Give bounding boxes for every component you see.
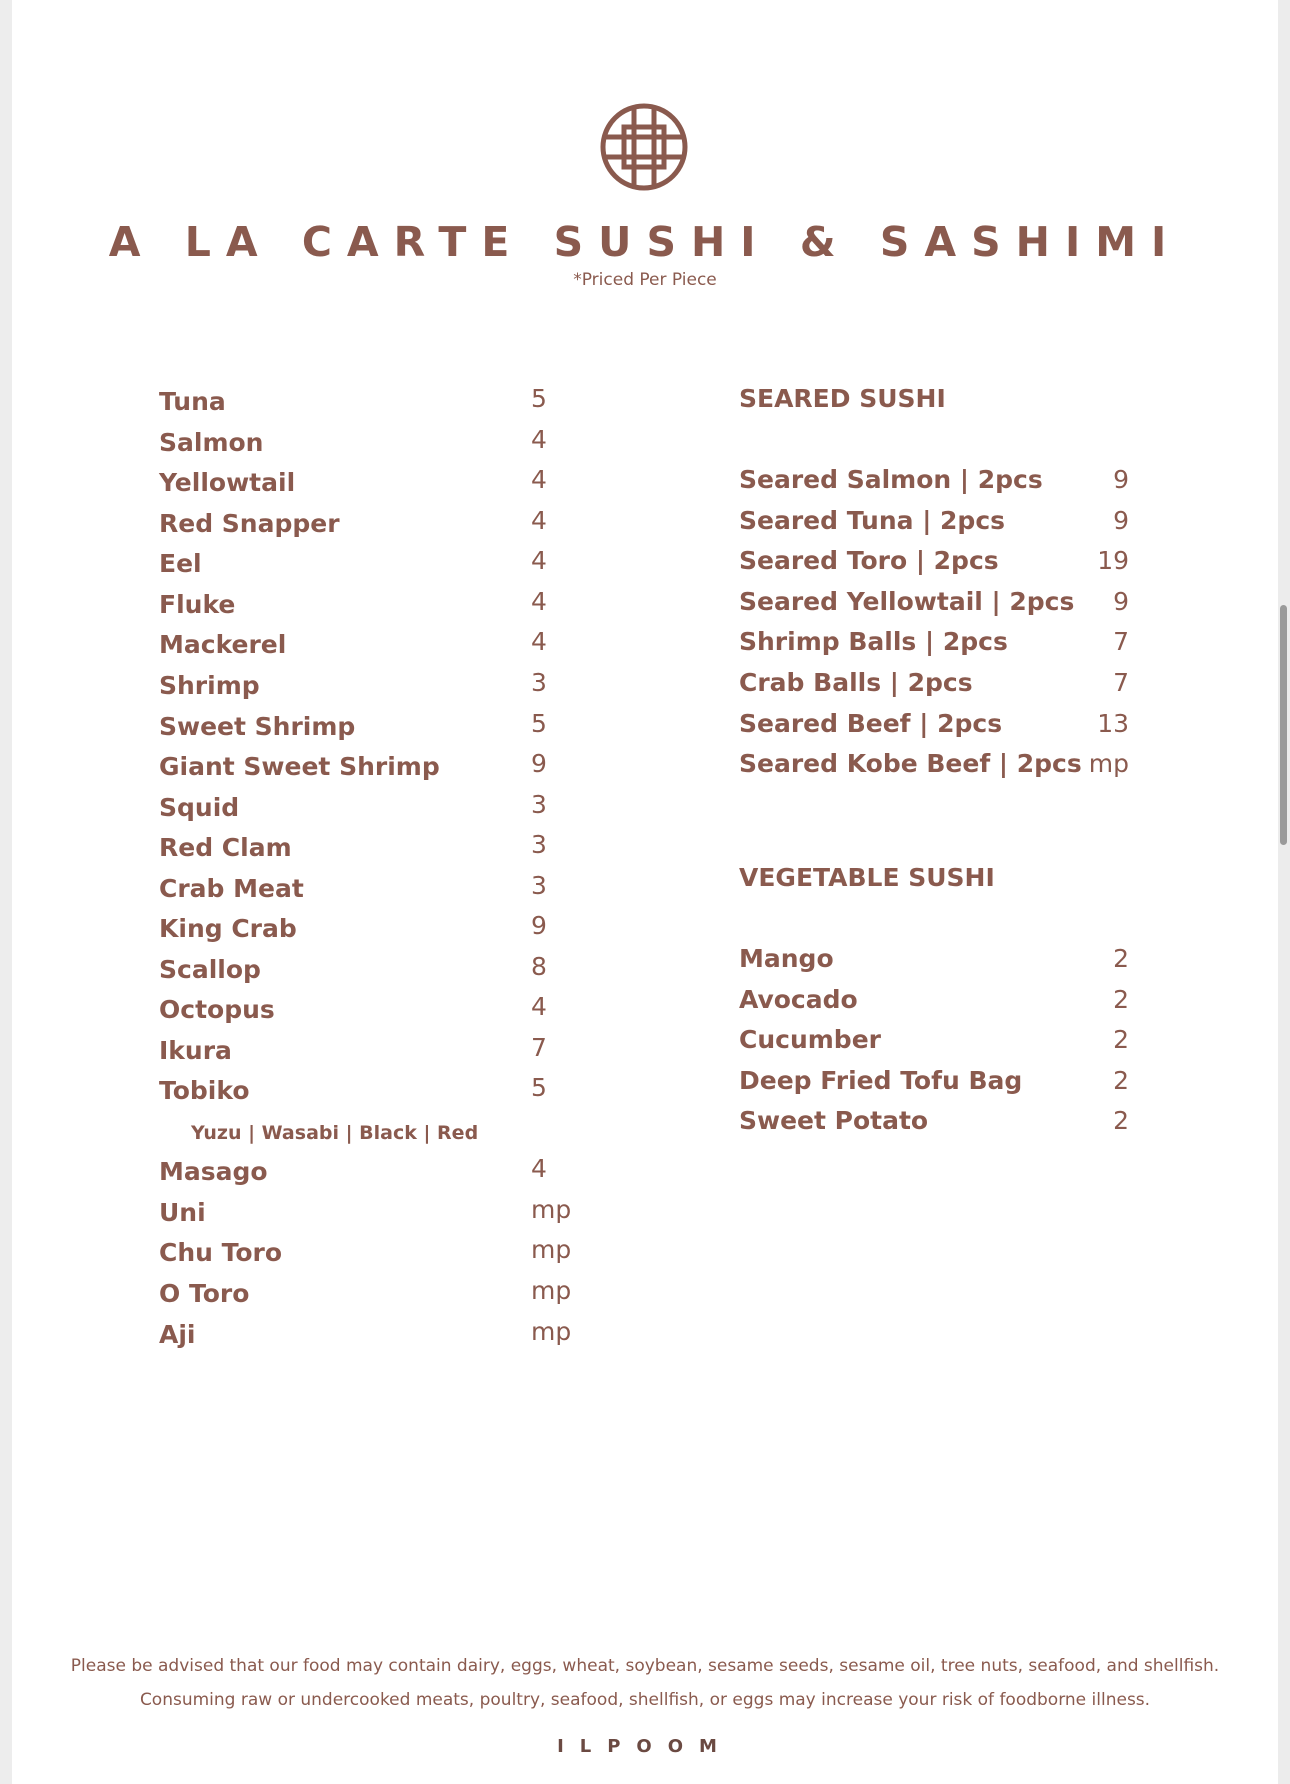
tobiko-flavors-note: Yuzu | Wasabi | Black | Red xyxy=(191,1122,479,1144)
scrollbar-track[interactable] xyxy=(1278,0,1290,1784)
menu-item-name: Yellowtail xyxy=(159,468,296,497)
menu-item-price: 7 xyxy=(1113,627,1129,656)
menu-item-name: Mango xyxy=(739,944,834,973)
menu-item-name: Aji xyxy=(159,1320,196,1349)
brand-name: ILPOOM xyxy=(557,1736,733,1757)
menu-item-name: Tobiko xyxy=(159,1076,250,1105)
menu-item-name: Sweet Shrimp xyxy=(159,712,356,741)
menu-item-price: 2 xyxy=(1113,1106,1129,1135)
menu-item-price: 7 xyxy=(1113,668,1129,697)
menu-item-price: 5 xyxy=(531,1073,547,1102)
menu-item-price: 4 xyxy=(531,465,547,494)
menu-item-name: Ikura xyxy=(159,1036,232,1065)
menu-item-name: Avocado xyxy=(739,985,858,1014)
allergen-disclaimer: Please be advised that our food may contain dairy, eggs, wheat, soybean, sesame seeds, sesame oil, tree nuts, seafood, and shellfish. xyxy=(70,1656,1220,1676)
menu-item-price: 4 xyxy=(531,587,547,616)
menu-item-name: Tuna xyxy=(159,387,226,416)
menu-item-price: 4 xyxy=(531,627,547,656)
page-subtitle: *Priced Per Piece xyxy=(573,270,717,290)
menu-item-price: mp xyxy=(1088,749,1129,778)
menu-item-price: 3 xyxy=(531,830,547,859)
menu-item-price: 19 xyxy=(1097,546,1129,575)
page-title: A LA CARTE SUSHI & SASHIMI xyxy=(108,218,1182,266)
menu-item-name: Chu Toro xyxy=(159,1238,283,1267)
menu-item-name: Fluke xyxy=(159,590,236,619)
menu-item-name: Crab Balls | 2pcs xyxy=(739,668,973,697)
menu-item-name: Uni xyxy=(159,1198,206,1227)
menu-item-price: 4 xyxy=(531,546,547,575)
seared-sushi-heading: SEARED SUSHI xyxy=(739,384,946,413)
menu-item-price: 4 xyxy=(531,425,547,454)
menu-item-name: Shrimp Balls | 2pcs xyxy=(739,627,1008,656)
menu-item-price: 9 xyxy=(531,911,547,940)
menu-item-price: 9 xyxy=(1113,506,1129,535)
scrollbar-thumb[interactable] xyxy=(1280,605,1287,845)
menu-item-name: Salmon xyxy=(159,428,264,457)
menu-item-name: Squid xyxy=(159,793,240,822)
menu-item-name: Cucumber xyxy=(739,1025,881,1054)
menu-item-name: Sweet Potato xyxy=(739,1106,929,1135)
menu-item-price: 2 xyxy=(1113,944,1129,973)
menu-item-price: 7 xyxy=(531,1033,547,1062)
menu-item-price: 3 xyxy=(531,871,547,900)
menu-item-price: 5 xyxy=(531,384,547,413)
menu-item-price: 8 xyxy=(531,952,547,981)
menu-item-price: 9 xyxy=(531,749,547,778)
menu-item-price: 3 xyxy=(531,790,547,819)
menu-item-name: Red Clam xyxy=(159,833,292,862)
menu-item-name: Crab Meat xyxy=(159,874,304,903)
menu-item-name: Seared Kobe Beef | 2pcs xyxy=(739,749,1082,778)
menu-item-name: Octopus xyxy=(159,995,275,1024)
menu-item-price: 4 xyxy=(531,992,547,1021)
menu-item-name: Giant Sweet Shrimp xyxy=(159,752,440,781)
vegetable-sushi-heading: VEGETABLE SUSHI xyxy=(739,863,995,892)
menu-item-name: Deep Fried Tofu Bag xyxy=(739,1066,1023,1095)
menu-item-price: 9 xyxy=(1113,465,1129,494)
menu-item-price: mp xyxy=(531,1317,572,1346)
menu-item-name: O Toro xyxy=(159,1279,250,1308)
raw-food-disclaimer: Consuming raw or undercooked meats, poultry, seafood, shellfish, or eggs may increase your risk of foodborne illness. xyxy=(139,1690,1151,1710)
menu-item-price: 5 xyxy=(531,709,547,738)
menu-item-name: Seared Toro | 2pcs xyxy=(739,546,999,575)
menu-item-name: Seared Tuna | 2pcs xyxy=(739,506,1006,535)
menu-item-price: mp xyxy=(531,1276,572,1305)
grid-circle-logo-icon xyxy=(600,103,688,191)
menu-item-name: Seared Yellowtail | 2pcs xyxy=(739,587,1075,616)
menu-item-price: mp xyxy=(531,1235,572,1264)
menu-item-price: 13 xyxy=(1097,709,1129,738)
menu-item-name: King Crab xyxy=(159,914,297,943)
menu-item-name: Red Snapper xyxy=(159,509,340,538)
menu-item-price: 3 xyxy=(531,668,547,697)
menu-item-name: Scallop xyxy=(159,955,261,984)
menu-item-name: Masago xyxy=(159,1157,268,1186)
menu-item-price: 2 xyxy=(1113,985,1129,1014)
menu-item-price: 2 xyxy=(1113,1025,1129,1054)
menu-item-price: 4 xyxy=(531,506,547,535)
menu-item-price: 9 xyxy=(1113,587,1129,616)
menu-item-price: mp xyxy=(531,1195,572,1224)
menu-item-name: Eel xyxy=(159,549,202,578)
menu-item-name: Seared Beef | 2pcs xyxy=(739,709,1003,738)
menu-item-price: 4 xyxy=(531,1154,547,1183)
menu-item-name: Seared Salmon | 2pcs xyxy=(739,465,1043,494)
menu-item-name: Mackerel xyxy=(159,630,287,659)
menu-item-name: Shrimp xyxy=(159,671,260,700)
menu-item-price: 2 xyxy=(1113,1066,1129,1095)
